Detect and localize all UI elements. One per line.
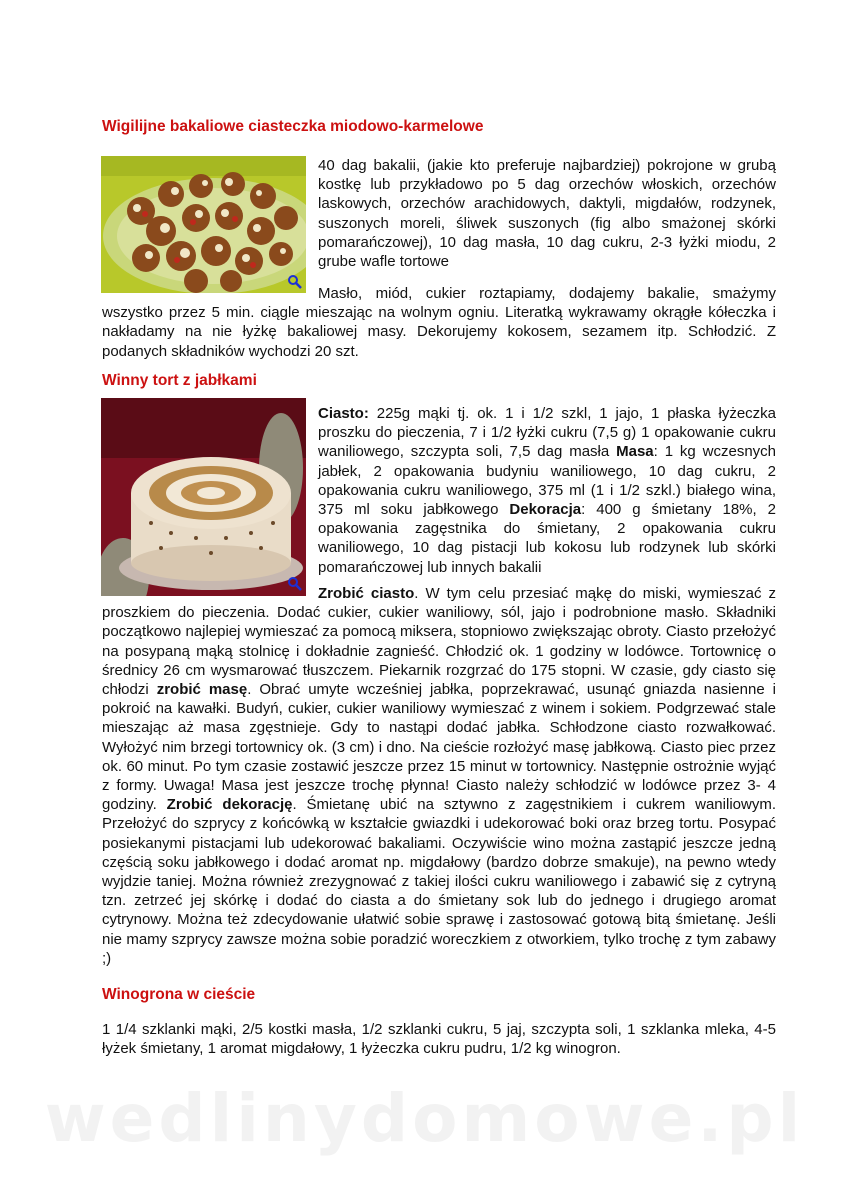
recipe-3-ingredients: 1 1/4 szklanki mąki, 2/5 kostki masła, 1/2 szklanki cukru, 5 jaj, szczypta soli, 1 szklanka mleka, 4-5 łyżek śmietany, 1 aromat migdałowy, 1 łyżeczka cukru pudru, 1/2 kg winogron.: [102, 1021, 776, 1058]
recipe-1-ingredients: 40 dag bakalii, (jakie kto preferuje najbardziej) pokrojone w grubą kostkę lub przykładowo po 5 dag orzechów włoskich, orzechów laskowych, orzechów arachidowych, daktyli, migdałów, rodzynek, suszonych moreli, śliwek suszonych (fig albo smażonej skórki pomarańczowej), 10 dag masła, 10 dag cukru, 2-3 łyżki miodu, 2 grube wafle tortowe: [318, 157, 776, 271]
ingredients-label-ciasto: Ciasto:: [318, 405, 369, 422]
recipe-2-title: Winny tort z jabłkami: [102, 372, 257, 389]
recipe-2-ingredients: [318, 404, 776, 577]
recipe-1-photo: [101, 156, 306, 293]
ingredients-label-masa: Masa: [616, 443, 654, 461]
ingredients-text-masa: : 1 kg wczesnych jabłek, 2 opakowania budyniu waniliowego, 10 dag cukru, 2 opakowania cukru waniliowego, 375 ml (1 i 1/2 szkl.) białego wina, 375 ml soku jabłkowego: [318, 443, 777, 519]
method-label-ciasto: Zrobić ciasto: [318, 585, 415, 602]
method-label-dekoracja: Zrobić dekorację: [166, 796, 293, 814]
ingredients-label-dekoracja: Dekoracja: [509, 501, 582, 519]
method-text-masa: . Obrać umyte wcześniej jabłka, poprzekrawać, usunąć gniazda nasienne i pokroić na kawałki. Budyń, cukier, cukier waniliowy wymieszać z winem i sokiem. Podgrzewać stale mieszając aż masa zgęstnieje. Gdy to nastąpi dodać jabłka. Schłodzone ciasto rozwałkować. Wyłożyć nim brzegi tortownicy ok. (3 cm) i dno. Na cieście rozłożyć masę jabłkową. Ciasto piec przez ok. 60 minut. Po tym czasie zostawić jeszcze przez 15 minut w tortownicy. Następnie ostrożnie wyjąć z formy. Uwaga! Masa jest jeszcze trochę płynna! Ciasto należy schłodzić w lodówce przez 3- 4 godziny.: [102, 681, 776, 814]
ingredients-text-ciasto: 225g mąki tj. ok. 1 i 1/2 szkl, 1 jajo, 1 płaska łyżeczka proszku do pieczenia, 7 i 1/2 łyżki cukru (7,5 g) 1 opakowanie cukru waniliowego, szczypta soli, 7,5 dag masła: [318, 405, 776, 461]
recipe-1-method: Masło, miód, cukier roztapiamy, dodajemy bakalie, smażymy wszystko przez 5 min. ciągle mieszając na wolnym ogniu. Literatką wykrawamy okrągłe kółeczka i nakładamy na nie łyżkę bakaliowej masy. Dekorujemy kokosem, sezamem itp. Schłodzić. Z podanych składników wychodzi 20 szt.: [102, 285, 776, 360]
method-text-dekoracja: . Śmietanę ubić na sztywno z zagęstnikiem i cukrem waniliowym. Przełożyć do szprycy z końcówką w kształcie gwiazdki i udekorować boki oraz brzeg tortu. Posypać posiekanymi pistacjami lub udekorować bakaliami. Oczywiście wino można zastąpić jeszcze jedną częścią soku jabłkowego i dodać aromat np. migdałowy (bardzo dobrze smakuje), na pewno wtedy wyjdzie taniej. Można również zrezygnować z takiej ilości cukru waniliowego i zabawić się z cytryną tzn. zetrzeć jej skórkę i dodać do ciasta a do śmietany sok lub do jednego i drugiego aromat cytrynowy. Można też zdecydowanie ułatwić sobie sprawę i zastosować gotową bitą śmietanę. Jeśli nie mamy szprycy zawsze można sobie poradzić woreczkiem z otworkiem, tylko trochę z tym zabawy ;): [102, 796, 776, 967]
ingredients-text-dekoracja: : 400 g śmietany 18%, 2 opakowania zagęstnika do śmietany, 2 opakowania cukru waniliowego, 10 dag pistacji lub kokosu lub rodzynek lub skórki pomarańczowej lub innych bakalii: [318, 501, 776, 576]
cookies-illustration: [101, 156, 306, 293]
method-label-masa: zrobić masę: [156, 681, 248, 699]
watermark: wedlinydomowe.pl: [44, 1080, 805, 1157]
recipe-2-method: [102, 584, 776, 968]
recipe-3-title: Winogrona w cieście: [102, 986, 256, 1003]
method-text-ciasto: . W tym celu przesiać mąkę do miski, wymieszać z proszkiem do pieczenia. Dodać cukier, cukier waniliowy, sól, jajo i podrobnione masło. Składniki początkowo najlepiej wymieszać za pomocą miksera, stopniowo zwiększając obroty. Ciasto przełożyć na posypaną mąką stolnicę i dokładnie zagnieść. Chłodzić ok. 1 godziny w lodówce. Tortownicę o średnicy 26 cm wysmarować tłuszczem. Piekarnik rozgrzać do 175 stopni. W czasie, gdy ciasto się chłodzi: [102, 585, 776, 699]
recipe-1-title: Wigilijne bakaliowe ciasteczka miodowo-karmelowe: [102, 118, 484, 135]
cake-illustration: [101, 398, 306, 596]
recipe-2-photo: [101, 398, 306, 596]
